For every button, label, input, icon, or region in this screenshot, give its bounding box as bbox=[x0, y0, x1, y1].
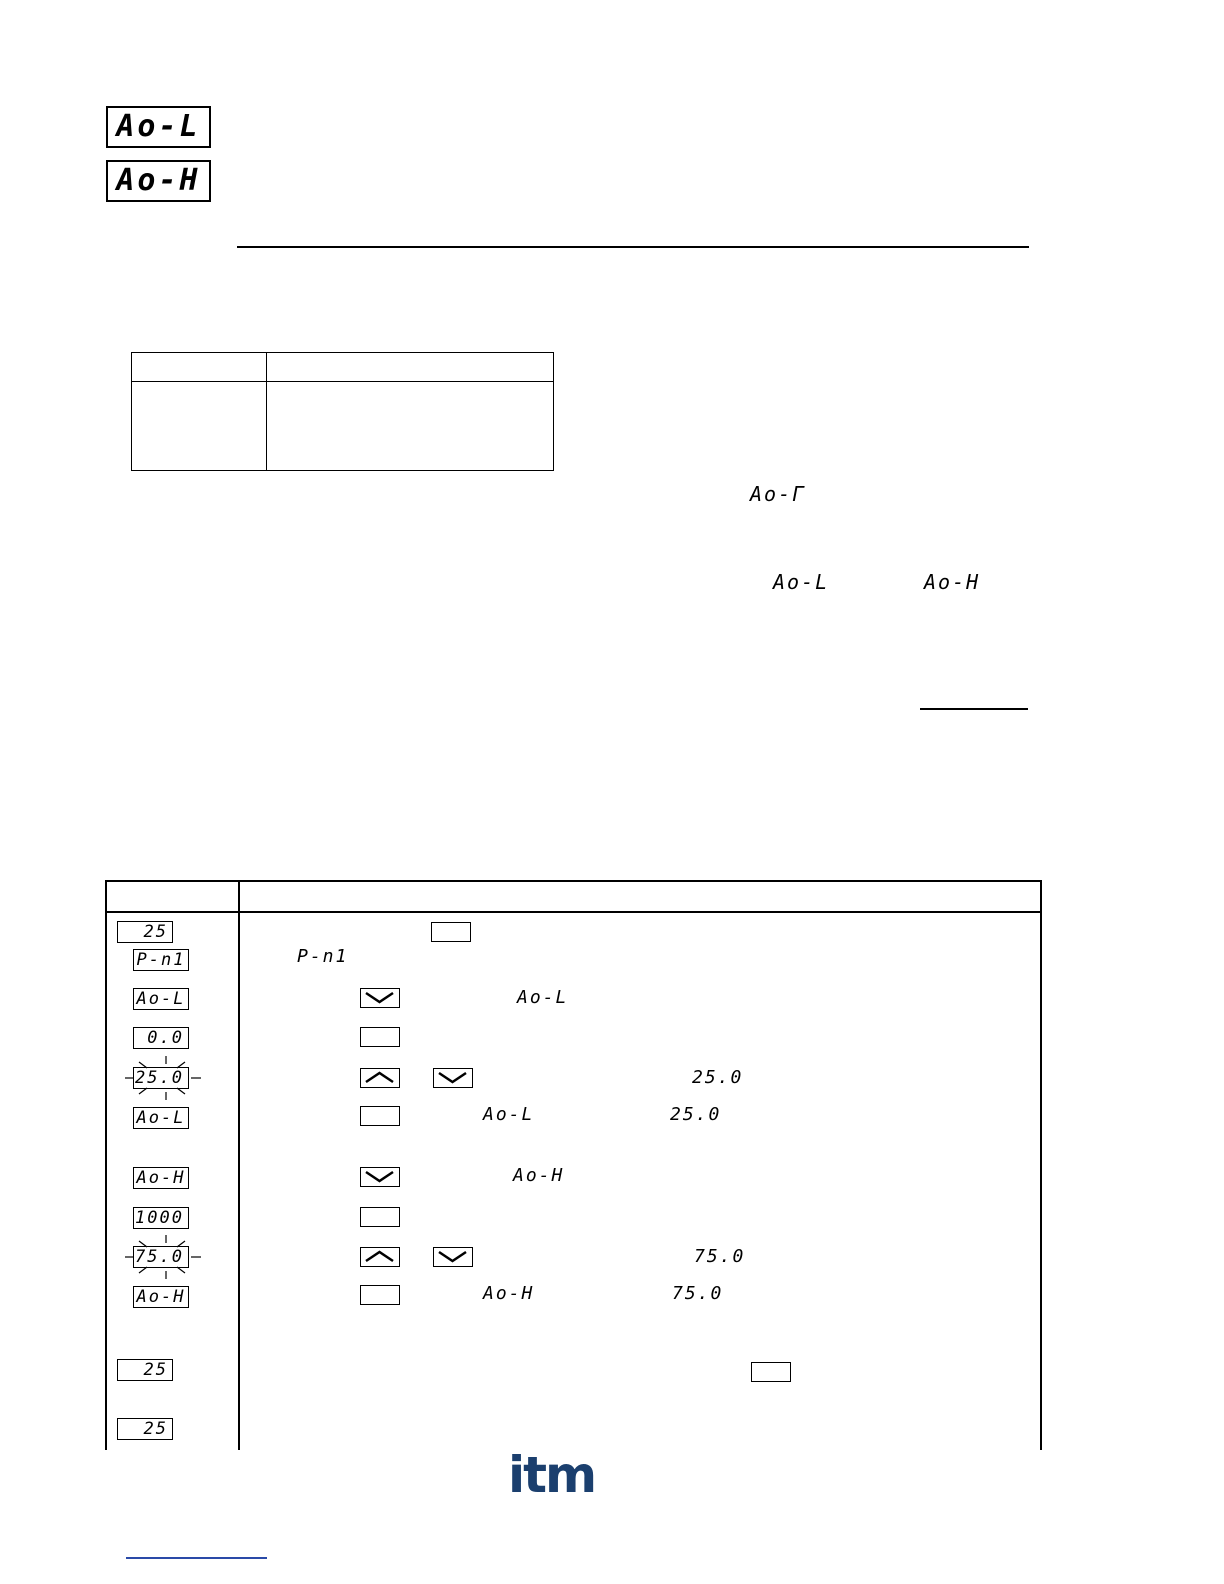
ao-l-display bbox=[106, 106, 211, 148]
blink-marks-icon bbox=[125, 1235, 203, 1279]
settings-table bbox=[131, 352, 554, 471]
step-display bbox=[133, 988, 189, 1010]
settings-table-cell-2 bbox=[267, 382, 554, 471]
value-code: 25.0 bbox=[692, 1067, 744, 1088]
chevron-up-icon bbox=[361, 1069, 398, 1086]
step-display-text: Ao-L bbox=[136, 1107, 186, 1128]
value-code: 75.0 bbox=[672, 1283, 724, 1304]
set-key bbox=[360, 1285, 400, 1305]
ao-h-code: Ao-H bbox=[513, 1165, 565, 1186]
chevron-down-icon bbox=[361, 1168, 398, 1185]
procedure-table-top-border bbox=[105, 880, 1041, 882]
step-display bbox=[133, 1207, 189, 1229]
down-key bbox=[360, 988, 400, 1008]
itm-logo: itm bbox=[508, 1446, 596, 1504]
up-key bbox=[360, 1247, 400, 1267]
procedure-table-left-border bbox=[105, 880, 107, 1450]
settings-table-header-cell-2 bbox=[267, 353, 554, 382]
down-key bbox=[433, 1247, 473, 1267]
ao-l-code: Ao-L bbox=[773, 570, 830, 594]
ao-h-display-text: Ao-H bbox=[116, 163, 201, 198]
underline bbox=[920, 708, 1028, 710]
step-display-text: 25 bbox=[143, 1359, 168, 1380]
ao-h-code: Ao-H bbox=[483, 1283, 535, 1304]
step-display-text: Ao-L bbox=[136, 988, 186, 1009]
procedure-table-right-border bbox=[1040, 880, 1042, 1450]
ao-r-code: Ao-Γ bbox=[750, 482, 807, 506]
down-key bbox=[360, 1167, 400, 1187]
step-display bbox=[133, 1027, 189, 1049]
value-code: 75.0 bbox=[694, 1246, 746, 1267]
chevron-down-icon bbox=[434, 1069, 471, 1086]
set-key bbox=[360, 1207, 400, 1227]
set-key bbox=[431, 922, 471, 942]
procedure-table-column-divider bbox=[238, 880, 240, 1450]
step-display-text: 25.0 bbox=[135, 1067, 184, 1088]
chevron-down-icon bbox=[434, 1248, 471, 1265]
value-code: 25.0 bbox=[670, 1104, 722, 1125]
up-key bbox=[360, 1068, 400, 1088]
step-display bbox=[117, 1359, 173, 1381]
settings-table-cell-1 bbox=[132, 382, 267, 471]
step-display-text: 1000 bbox=[135, 1207, 184, 1228]
step-display bbox=[117, 921, 173, 943]
set-key bbox=[360, 1106, 400, 1126]
ao-l-code: Ao-L bbox=[517, 987, 569, 1008]
step-display bbox=[133, 949, 189, 971]
set-key bbox=[751, 1362, 791, 1382]
step-display-text: 25 bbox=[143, 921, 168, 942]
chevron-up-icon bbox=[361, 1248, 398, 1265]
ao-l-display-text: Ao-L bbox=[116, 109, 201, 144]
step-display-text: P-n1 bbox=[136, 949, 186, 970]
blink-marks-icon bbox=[125, 1056, 203, 1100]
down-key bbox=[433, 1068, 473, 1088]
ao-h-display bbox=[106, 160, 211, 202]
set-key bbox=[360, 1027, 400, 1047]
step-display-text: Ao-H bbox=[136, 1167, 186, 1188]
step-display-text: Ao-H bbox=[136, 1286, 186, 1307]
step-display-text: 0.0 bbox=[147, 1027, 184, 1048]
step-display-text: 25 bbox=[143, 1418, 168, 1439]
ao-l-code: Ao-L bbox=[483, 1104, 535, 1125]
footer-link-underline[interactable] bbox=[126, 1557, 267, 1559]
p-n1-code: P-n1 bbox=[297, 946, 349, 967]
settings-table-header-cell-1 bbox=[132, 353, 267, 382]
step-display bbox=[133, 1107, 189, 1129]
section-divider bbox=[237, 246, 1029, 248]
ao-h-code: Ao-H bbox=[924, 570, 981, 594]
step-display bbox=[133, 1286, 189, 1308]
procedure-table-header-border bbox=[105, 911, 1041, 913]
step-display bbox=[133, 1167, 189, 1189]
step-display-text: 75.0 bbox=[135, 1246, 184, 1267]
chevron-down-icon bbox=[361, 989, 398, 1006]
step-display bbox=[117, 1418, 173, 1440]
